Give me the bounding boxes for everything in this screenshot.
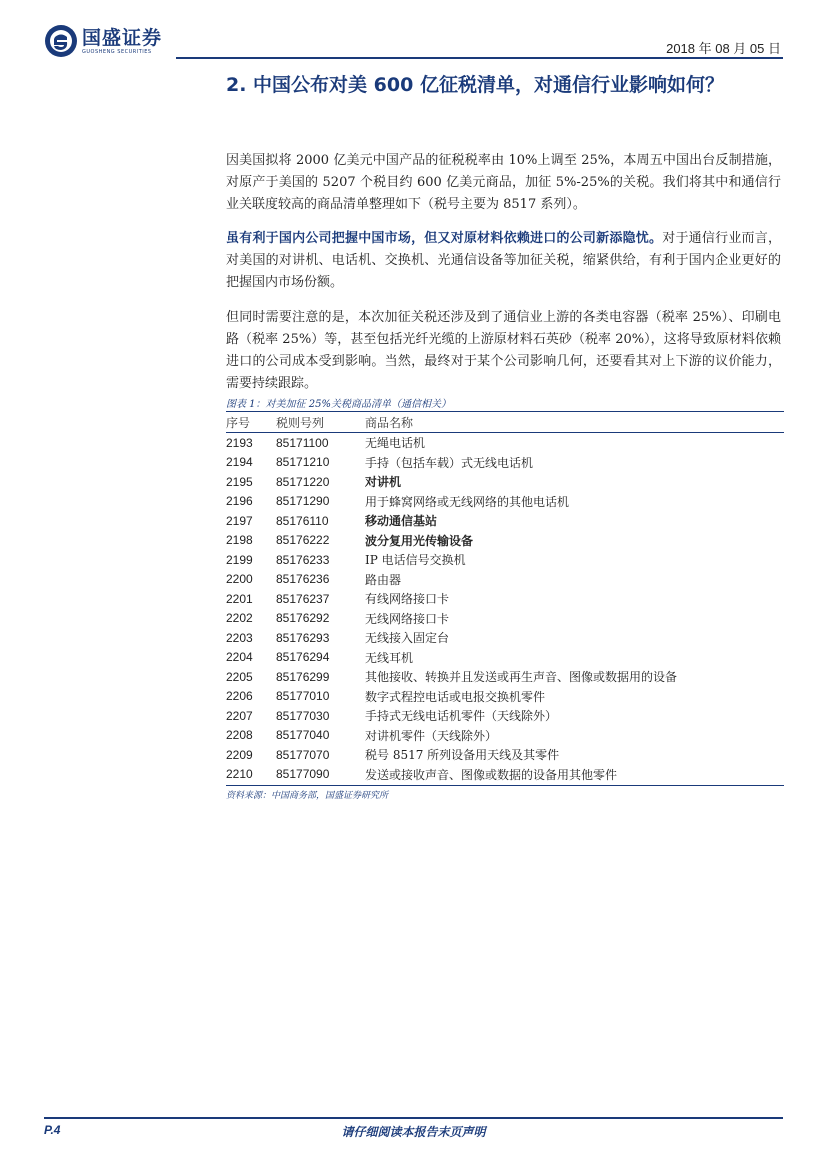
cell-code: 85171100 <box>276 435 329 450</box>
paragraph-2-lead: 虽有利于国内公司把握中国市场，但又对原材料依赖进口的公司新添隐忧。 <box>226 231 663 246</box>
footer-divider <box>44 1117 783 1119</box>
paragraph-2 <box>226 228 781 294</box>
cell-no: 2201 <box>226 591 253 606</box>
cell-no: 2197 <box>226 513 253 528</box>
cell-code: 85171290 <box>276 494 330 509</box>
paragraph-3: 但同时需要注意的是，本次加征关税还涉及到了通信业上游的各类电容器（税率 25%）、印刷电路（税率 25%）等，甚至包括光纤光缆的上游原材料石英砂（税率 20%），这将导致原材料依赖进口的公司成本受到影响。当然，最终对于某个公司影响几何，还要看其对上下游的议价能力，需要持续跟踪。 <box>226 310 781 391</box>
company-logo <box>44 24 162 58</box>
cell-code: 85171210 <box>276 455 330 470</box>
cell-code: 85177010 <box>276 689 330 704</box>
cell-name: 对讲机零件（天线除外） <box>365 728 498 743</box>
cell-code: 85176294 <box>276 650 330 665</box>
cell-name: 手持式无线电话机零件（天线除外） <box>365 709 558 724</box>
cell-name: 其他接收、转换并且发送或再生声音、图像或数据用的设备 <box>365 670 678 685</box>
cell-name: 数字式程控电话或电报交换机零件 <box>365 689 546 704</box>
cell-no: 2207 <box>226 708 253 723</box>
cell-no: 2203 <box>226 630 253 645</box>
paragraph-1: 因美国拟将 2000 亿美元中国产品的征税税率由 10%上调至 25%，本周五中国出台反制措施，对原产于美国的 5207 个税目约 600 亿美元商品，加征 5%-25%的关税。我们将其中和通信行业关联度较高的商品清单整理如下（税号主要为 8517 系列）。 <box>226 153 781 212</box>
cell-code: 85177030 <box>276 708 330 723</box>
cell-no: 2193 <box>226 435 253 450</box>
logo-text: 国盛证券 <box>82 26 163 49</box>
cell-no: 2200 <box>226 572 253 587</box>
table-row <box>226 472 784 492</box>
cell-no: 2202 <box>226 611 253 626</box>
table-row <box>226 570 784 590</box>
header-no: 序号 <box>226 413 276 433</box>
cell-name: 路由器 <box>365 572 402 587</box>
cell-no: 2194 <box>226 455 253 470</box>
table-row <box>226 453 784 473</box>
header-code: 税则号列 <box>276 413 365 433</box>
cell-name: 手持（包括车载）式无线电话机 <box>365 455 534 470</box>
table-row <box>226 765 784 785</box>
cell-name: 用于蜂窝网络或无线网络的其他电话机 <box>365 494 570 509</box>
logo-subtext: GUOSHENG SECURITIES <box>82 48 152 55</box>
cell-no: 2206 <box>226 689 253 704</box>
cell-name: 无绳电话机 <box>365 436 426 451</box>
report-date: 2018 年 08 月 05 日 <box>666 41 781 56</box>
caption-divider <box>226 411 784 412</box>
table-row <box>226 648 784 668</box>
header-name: 商品名称 <box>365 413 784 433</box>
cell-no: 2205 <box>226 669 253 684</box>
page-number: P.4 <box>44 1123 61 1137</box>
table-bottom-divider <box>226 785 784 786</box>
cell-code: 85176222 <box>276 533 330 548</box>
table-row <box>226 609 784 629</box>
cell-name: 税号 8517 所列设备用天线及其零件 <box>365 748 560 763</box>
cell-no: 2209 <box>226 747 253 762</box>
table-row <box>226 589 784 609</box>
section-title: 2. 中国公布对美 600 亿征税清单，对通信行业影响如何？ <box>226 74 724 96</box>
table-row <box>226 511 784 531</box>
cell-code: 85176110 <box>276 513 329 528</box>
cell-code: 85176293 <box>276 630 330 645</box>
table-body <box>226 433 784 785</box>
table-row <box>226 492 784 512</box>
table-header-row <box>226 413 784 433</box>
table-row <box>226 706 784 726</box>
cell-no: 2196 <box>226 494 253 509</box>
cell-code: 85176292 <box>276 611 330 626</box>
cell-name: 对讲机 <box>365 475 402 490</box>
table-row <box>226 726 784 746</box>
logo-icon <box>44 24 78 58</box>
cell-no: 2199 <box>226 552 253 567</box>
table-row <box>226 667 784 687</box>
table-row <box>226 531 784 551</box>
cell-no: 2204 <box>226 650 253 665</box>
cell-code: 85177090 <box>276 767 330 782</box>
cell-no: 2195 <box>226 474 253 489</box>
cell-name: 无线网络接口卡 <box>365 611 450 626</box>
table-caption: 图表 1：对美加征 25%关税商品清单（通信相关） <box>226 399 451 410</box>
cell-name: 移动通信基站 <box>365 514 438 529</box>
table-row <box>226 628 784 648</box>
table-row <box>226 433 784 453</box>
table-row <box>226 550 784 570</box>
cell-name: IP 电话信号交换机 <box>365 553 466 568</box>
table-source: 资料来源：中国商务部，国盛证券研究所 <box>226 791 389 801</box>
paragraph-2-body: 对于通信行业而言，对美国的对讲机、电话机、交换机、光通信设备等加征关税，缩紧供给，有利于国内企业更好的把握国内市场份额。 <box>226 231 781 290</box>
cell-name: 有线网络接口卡 <box>365 592 450 607</box>
cell-no: 2198 <box>226 533 253 548</box>
cell-name: 无线接入固定台 <box>365 631 450 646</box>
cell-code: 85171220 <box>276 474 330 489</box>
cell-code: 85176237 <box>276 591 330 606</box>
cell-name: 无线耳机 <box>365 650 414 665</box>
cell-no: 2208 <box>226 728 253 743</box>
header-divider <box>176 57 783 59</box>
table-row <box>226 745 784 765</box>
cell-code: 85176233 <box>276 552 330 567</box>
cell-code: 85176299 <box>276 669 330 684</box>
table-row <box>226 687 784 707</box>
cell-code: 85177040 <box>276 728 330 743</box>
tariff-table <box>226 413 784 784</box>
disclaimer-note: 请仔细阅读本报告末页声明 <box>341 1125 486 1139</box>
cell-no: 2210 <box>226 767 253 782</box>
cell-name: 波分复用光传输设备 <box>365 533 474 548</box>
cell-code: 85177070 <box>276 747 330 762</box>
cell-code: 85176236 <box>276 572 330 587</box>
cell-name: 发送或接收声音、图像或数据的设备用其他零件 <box>365 767 618 782</box>
